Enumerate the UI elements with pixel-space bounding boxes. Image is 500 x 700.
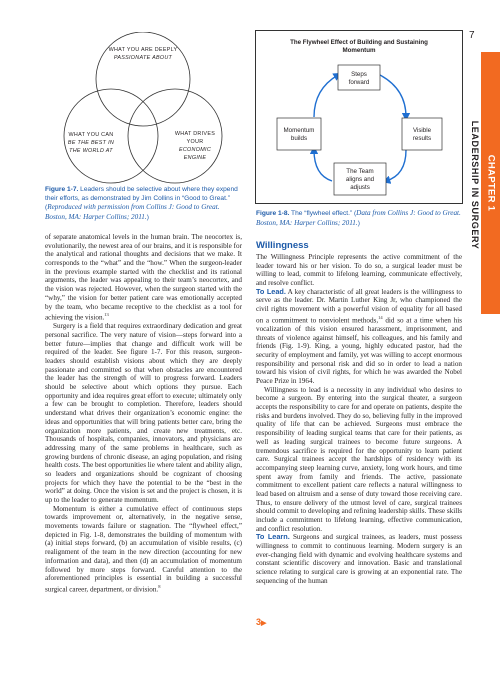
figure-8-caption-source: Data from Collins J: Good to Great. Boston, MA: Harper Collins; 2011. [256, 209, 461, 227]
right-paragraph-2-text-b: did so at a time when his vocalization of this vision ensured harassment, imprisonment, and threats of violence against himself, his colleagues, and his family and friends (Fig. 1-9). King, a young, highly educated pastor, had the security of employment and family, yet was willing to accept enormous responsibility and personal risk and did so in order to lead a nation toward his vision of civil rights, for which he was awarded the Nobel Peace Prize in 1964. [256, 316, 462, 385]
section-heading-willingness: Willingness [256, 240, 309, 251]
flywheel-steps-line-2: forward [348, 79, 370, 86]
venn-left-line-2: BE THE BEST IN [67, 140, 115, 146]
right-paragraph-2-ref: 14 [378, 314, 383, 320]
right-column [256, 240, 462, 586]
left-paragraph-3-text: Momentum is either a cumulative effect of continuous steps towards improvement or, alternatively, in the negative sense, movements towards failure or stagnation. The “flywheel effect,” depicted in Fig. 1-8, demonstrates the building of momentum with (a) initial steps forward, (b) an accumulation of visible results, (c) realignment of the team in the new direction (accounting for new information and data), and then (d) an accumulation of momentum followed by more steps forward. Careful attention to the aforementioned principles is essential in building a successful surgical career, department, or division. [45, 504, 242, 594]
chapter-tab [481, 52, 500, 314]
left-paragraph-1-ref: 13 [104, 312, 109, 318]
figure-8-caption-text: The “flywheel effect.” ( [289, 210, 357, 217]
venn-left-line-3: THE WORLD AT [69, 148, 113, 154]
figure-7-caption-source: Reproduced with permission from Collins J: Good to Great. Boston, MA: Harper Collins; 2011. [45, 203, 220, 221]
left-paragraph-1 [45, 233, 242, 322]
venn-left-line-1: WHAT YOU CAN [68, 132, 114, 138]
right-paragraph-4-text: Surgeons and surgical trainees, as leaders, must possess willingness to commit to continuous learning. Modern surgery is an ever-changing field with dynamic and evolving healthcare systems and constant scientific discovery and innovation. Basic and translational science relating to surgical care is growing at an exponential rate. The sequencing of the human [256, 533, 462, 585]
flywheel-team-line-1: The Team [346, 168, 374, 175]
running-head-label: LEADERSHIP IN SURGERY [470, 120, 480, 250]
left-paragraph-1-text: of separate anatomical levels in the human brain. The neocortex is, evolutionarily, the newest area of our brains, and it is responsible for the analytical and rational thoughts and decisions that we make. It corresponds to the “what” and the “how.” When the surgeon-leader in the previous example started with the checklist and its rational arguments, the leader was appealing to their team’s neocortex, and the vision was rejected. However, when the surgeon started with the “why,” the vision for better patient care was emotionally accepted by the team, who became receptive to the checklist as a tool for achieving the vision. [45, 233, 242, 322]
chapter-tab-label: CHAPTER 1 [485, 154, 496, 212]
left-paragraph-3-ref: 8 [158, 583, 161, 589]
flywheel-arrow-bottom-right [386, 150, 406, 181]
flywheel-team-line-2: aligns and [345, 176, 375, 183]
flywheel-momentum-line-2: builds [290, 135, 308, 142]
flywheel-title-line-1: The Flywheel Effect of Building and Sustaining [290, 39, 428, 46]
figure-8-caption [256, 209, 462, 228]
venn-right-line-4: ENGINE [183, 155, 207, 161]
flywheel-diagram [255, 30, 463, 204]
flywheel-results-line-2: results [412, 135, 432, 142]
flywheel-momentum-line-1: Momentum [283, 127, 315, 134]
right-paragraph-1: The Willingness Principle represents the active commitment of the leader toward his or her vision. To do so, a surgical leader must be willing to lead, commit to lifelong learning, communicate effectively, and resolve conflict. [256, 253, 462, 288]
figure-7-label: Figure 1-7. [45, 186, 79, 193]
right-paragraph-2 [256, 288, 462, 386]
venn-right-line-1: WHAT DRIVES [174, 131, 216, 137]
figure-7-caption [45, 186, 242, 222]
right-paragraph-3: Willingness to lead is a necessity in any individual who desires to become a surgeon. By entering into the surgical theater, a surgeon accepts the responsibility to care for and operate on patients, despite the risks and burdens involved. They do so, believing fully in the improved quality of life that can be achieved. Surgeons must embrace the responsibility of leading surgical teams that care for their patients, as well as leading surgical trainees to become future surgeons. A tremendous sacrifice is required for the opportunity to learn patient care. Surgical trainees accept the hardships of residency with its accompanying steep learning curve, anxiety, long work hours, and time spent away from family and friends. The active, passionate commitment to excellent patient care reflects a natural willingness to lead based on altruism and a sense of duty toward those receiving care. Thus, to ensure delivery of the utmost level of care, surgical trainees should commit to developing and refining leadership skills. These skills include a commitment to lifelong learning, effective communication, and conflict resolution. [256, 385, 462, 533]
right-paragraph-2-text: A key characteristic of all great leaders is the willingness to serve as the leader. Dr. Martin Luther King Jr, who championed the civil rights movement with a powerful vision of equality for all based on a commitment to nonviolent methods, [256, 287, 462, 325]
venn-top-line-1: WHAT YOU ARE DEEPLY [108, 47, 178, 53]
venn-diagram [45, 32, 240, 184]
left-column [45, 233, 242, 594]
page-number: 7 [469, 30, 475, 41]
flywheel-arrow-right [380, 75, 406, 117]
flywheel-arrow-top-left [314, 75, 338, 117]
margin-badge [256, 617, 266, 627]
flywheel-steps-line-1: Steps [351, 71, 367, 78]
flywheel-title-line-2: Momentum [342, 47, 376, 54]
figure-7-caption-text: Leaders should be selective about where they expend their efforts, as demonstrated by Jim Collins in “Good to Great.” ( [45, 186, 238, 212]
margin-badge-number: 3 [256, 617, 262, 627]
flywheel-box-momentum [277, 118, 321, 150]
figure-8-caption-end: ) [357, 219, 360, 227]
figure-8-label: Figure 1-8. [256, 210, 290, 217]
flywheel-results-line-1: Visible [412, 127, 432, 134]
venn-right-line-3: ECONOMIC [178, 147, 212, 153]
margin-badge-arrow-icon: ▶ [261, 620, 267, 627]
running-head [470, 60, 480, 310]
run-in-heading-to-lead: To Lead. [256, 286, 286, 296]
left-paragraph-2: Surgery is a field that requires extraordinary dedication and great personal sacrifice. The very nature of vision—steps forward into a better future—implies that change and difficult work will be required of the leader. See figure 1-7. For this reason, surgeon-leaders should establish visions about which they are deeply passionate and committed so that when obstacles are encountered the leader has the strength of will to progress forward. Leaders should be selective about which options they pursue. Each opportunity and idea requires great effort to execute; ultimately only a few can be brought to completion. Therefore, leaders should understand what drives their organization’s economic engine: the ideas and opportunities that will bring patients better care, bring the organization more patients, and create new treatments, etc. Thousands of hospitals, companies, innovators, and physicians are addressing many of the same problems in healthcare, such as growing burdens of chronic disease, an aging population, and rising health costs. The best opportunities lie where talent and ability align, so leaders and organizations should be cognizant of choosing projects for which they have the potential to be the “best in the world” at doing. Once the vision is set and the project is chosen, it is up to the leader to generate momentum. [45, 322, 242, 504]
run-in-heading-to-learn: To Learn. [256, 532, 290, 542]
flywheel-box-results [402, 118, 442, 150]
right-paragraph-4 [256, 533, 462, 585]
venn-top-line-2: PASSIONATE ABOUT [113, 55, 173, 61]
flywheel-arrow-bottom-left [314, 150, 332, 181]
figure-7-caption-end: ) [146, 213, 149, 221]
flywheel-team-line-3: adjusts [350, 184, 370, 191]
left-paragraph-3 [45, 505, 242, 594]
venn-right-line-2: YOUR [186, 139, 204, 145]
